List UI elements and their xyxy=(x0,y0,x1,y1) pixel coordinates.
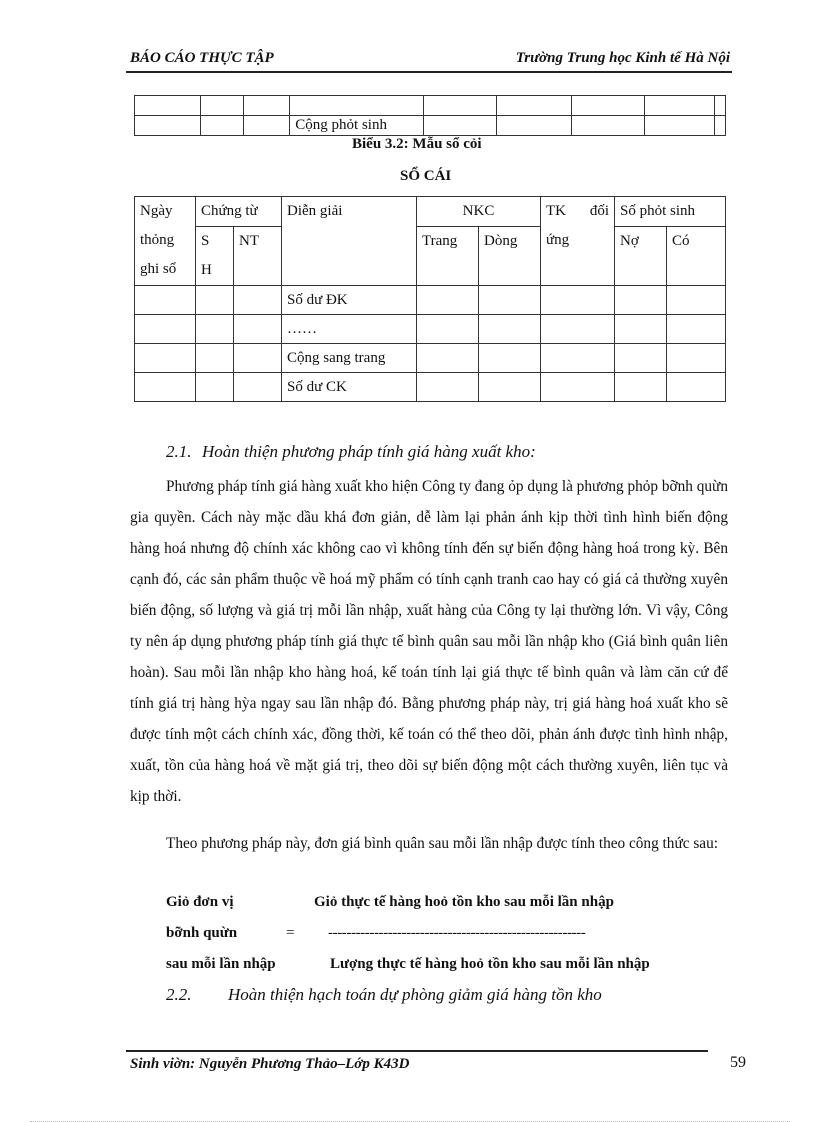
figure-caption: Biểu 3.2: Mẫu sổ cỏi xyxy=(352,136,482,152)
nt-header: NT xyxy=(234,227,282,286)
continued-table xyxy=(134,95,726,136)
table-cell xyxy=(201,116,244,136)
page-header: Trang xyxy=(417,227,479,286)
table-cell xyxy=(424,96,497,116)
sh-header xyxy=(196,227,234,286)
table-cell xyxy=(290,96,424,116)
amount-header: Số phỏt sinh xyxy=(615,197,726,227)
date-header-line: Ngày xyxy=(140,203,173,219)
formula-equals: = xyxy=(286,925,295,941)
table-row xyxy=(135,373,726,402)
table-cell xyxy=(135,116,201,136)
table-cell xyxy=(497,116,571,136)
page-edge-dots xyxy=(30,1121,790,1122)
line-header: Dòng xyxy=(479,227,541,286)
paragraph-text: Theo phương pháp này, đơn giá bình quân sau mỗi lần nhập được tính theo công thức sau: xyxy=(166,835,718,852)
header-row xyxy=(135,197,726,227)
nkc-header: NKC xyxy=(417,197,541,227)
body-paragraph xyxy=(130,828,728,859)
table-cell-total-label: Cộng phỏt sinh xyxy=(290,116,424,136)
footer-rule xyxy=(126,1050,708,1052)
formula-left-line: bỡnh quừn xyxy=(166,925,238,941)
general-ledger-table xyxy=(134,196,726,402)
table-row xyxy=(135,96,726,116)
school-name: Trường Trung học Kinh tế Hà Nội xyxy=(515,50,730,66)
date-header-line: thỏng xyxy=(140,232,175,248)
table-cell xyxy=(424,116,497,136)
voucher-header: Chứng từ xyxy=(196,197,282,227)
ledger-title: SỔ CÁI xyxy=(400,168,452,184)
sh-header-line: S xyxy=(201,233,210,249)
formula-left-line: Giỏ đơn vị xyxy=(166,894,234,910)
description-header: Diễn giải xyxy=(282,197,417,286)
table-cell xyxy=(571,116,644,136)
date-header-line: ghi sổ xyxy=(140,261,177,277)
section-title: Hoàn thiện hạch toán dự phòng giảm giá hàng tồn kho xyxy=(228,985,602,1004)
row-description: …… xyxy=(282,315,417,344)
table-cell xyxy=(644,116,714,136)
table-cell xyxy=(244,116,290,136)
student-info: Sinh viờn: Nguyễn Phương Thảo–Lớp K43D xyxy=(130,1056,410,1072)
table-cell xyxy=(571,96,644,116)
table-cell xyxy=(715,116,726,136)
credit-header: Có xyxy=(667,227,726,286)
row-description: Số dư ĐK xyxy=(282,286,417,315)
row-description: Cộng sang trang xyxy=(282,344,417,373)
table-cell xyxy=(715,96,726,116)
formula-denominator: Lượng thực tế hàng hoỏ tồn kho sau mỗi lần nhập xyxy=(330,956,650,972)
table-row xyxy=(135,315,726,344)
row-description: Số dư CK xyxy=(282,373,417,402)
paragraph-text: Phương pháp tính giá hàng xuất kho hiện Công ty đang ỏp dụng là phương phỏp bỡnh quừn gia quyền. Cách này mặc dầu khá đơn giản, dễ làm lại phản ánh kịp thời tình hình biến động hàng hoá nhưng độ chính xác không cao vì không tính đến sự biến động hàng hoá trong kỳ. Bên cạnh đó, các sản phẩm thuộc về hoá mỹ phẩm có tính cạnh tranh cao hay có giá cả thường xuyên biến động, số lượng và giá trị mỗi lần nhập, xuất hàng của Công ty lại thường lớn. Vì vậy, Công ty nên áp dụng phương pháp tính giá thực tế bình quân sau mỗi lần nhập kho (Giá bình quân liên hoàn). Sau mỗi lần nhập kho hàng hoá, kế toán tính lại giá thực tế bình quân và làm căn cứ để tính giá trị hàng hỳa ngay sau lần nhập đó. Bằng phương pháp này, trị giá hàng hoá xuất kho sẽ được tính một cách chính xác, đồng thời, kế toán có thể theo dõi, phản ánh được tình hình nhập, xuất, tồn của hàng hoá về mặt giá trị, theo dõi sự biến động một cách thường xuyên, liên tục và kịp thời. xyxy=(130,478,728,805)
sh-header-line: H xyxy=(201,262,212,278)
table-row xyxy=(135,116,726,136)
section-number: 2.1. xyxy=(166,442,192,461)
report-title: BÁO CÁO THỰC TẬP xyxy=(130,50,274,66)
debit-header: Nợ xyxy=(615,227,667,286)
table-cell xyxy=(644,96,714,116)
contra-account-header xyxy=(541,197,615,286)
table-cell xyxy=(135,96,201,116)
contra-account-header-word: TK xyxy=(546,203,566,219)
section-title: Hoàn thiện phương pháp tính giá hàng xuất kho: xyxy=(202,442,536,461)
table-cell xyxy=(244,96,290,116)
table-row xyxy=(135,286,726,315)
formula-left-line: sau mỗi lần nhập xyxy=(166,956,276,972)
formula-numerator: Giỏ thực tế hàng hoỏ tồn kho sau mỗi lần nhập xyxy=(314,894,614,910)
section-number: 2.2. xyxy=(166,985,192,1004)
header-rule xyxy=(126,71,732,73)
contra-account-header-word: đối xyxy=(589,203,609,219)
contra-account-header-word: ứng xyxy=(546,232,570,248)
formula-fraction-bar: -------------------------------------------------------- xyxy=(328,925,586,941)
body-paragraph xyxy=(130,471,728,812)
section-heading-2-2 xyxy=(166,985,602,1005)
table-cell xyxy=(497,96,571,116)
page-number: 59 xyxy=(730,1054,746,1071)
table-cell xyxy=(201,96,244,116)
date-header xyxy=(135,197,196,286)
section-heading-2-1 xyxy=(166,442,536,462)
table-row xyxy=(135,344,726,373)
